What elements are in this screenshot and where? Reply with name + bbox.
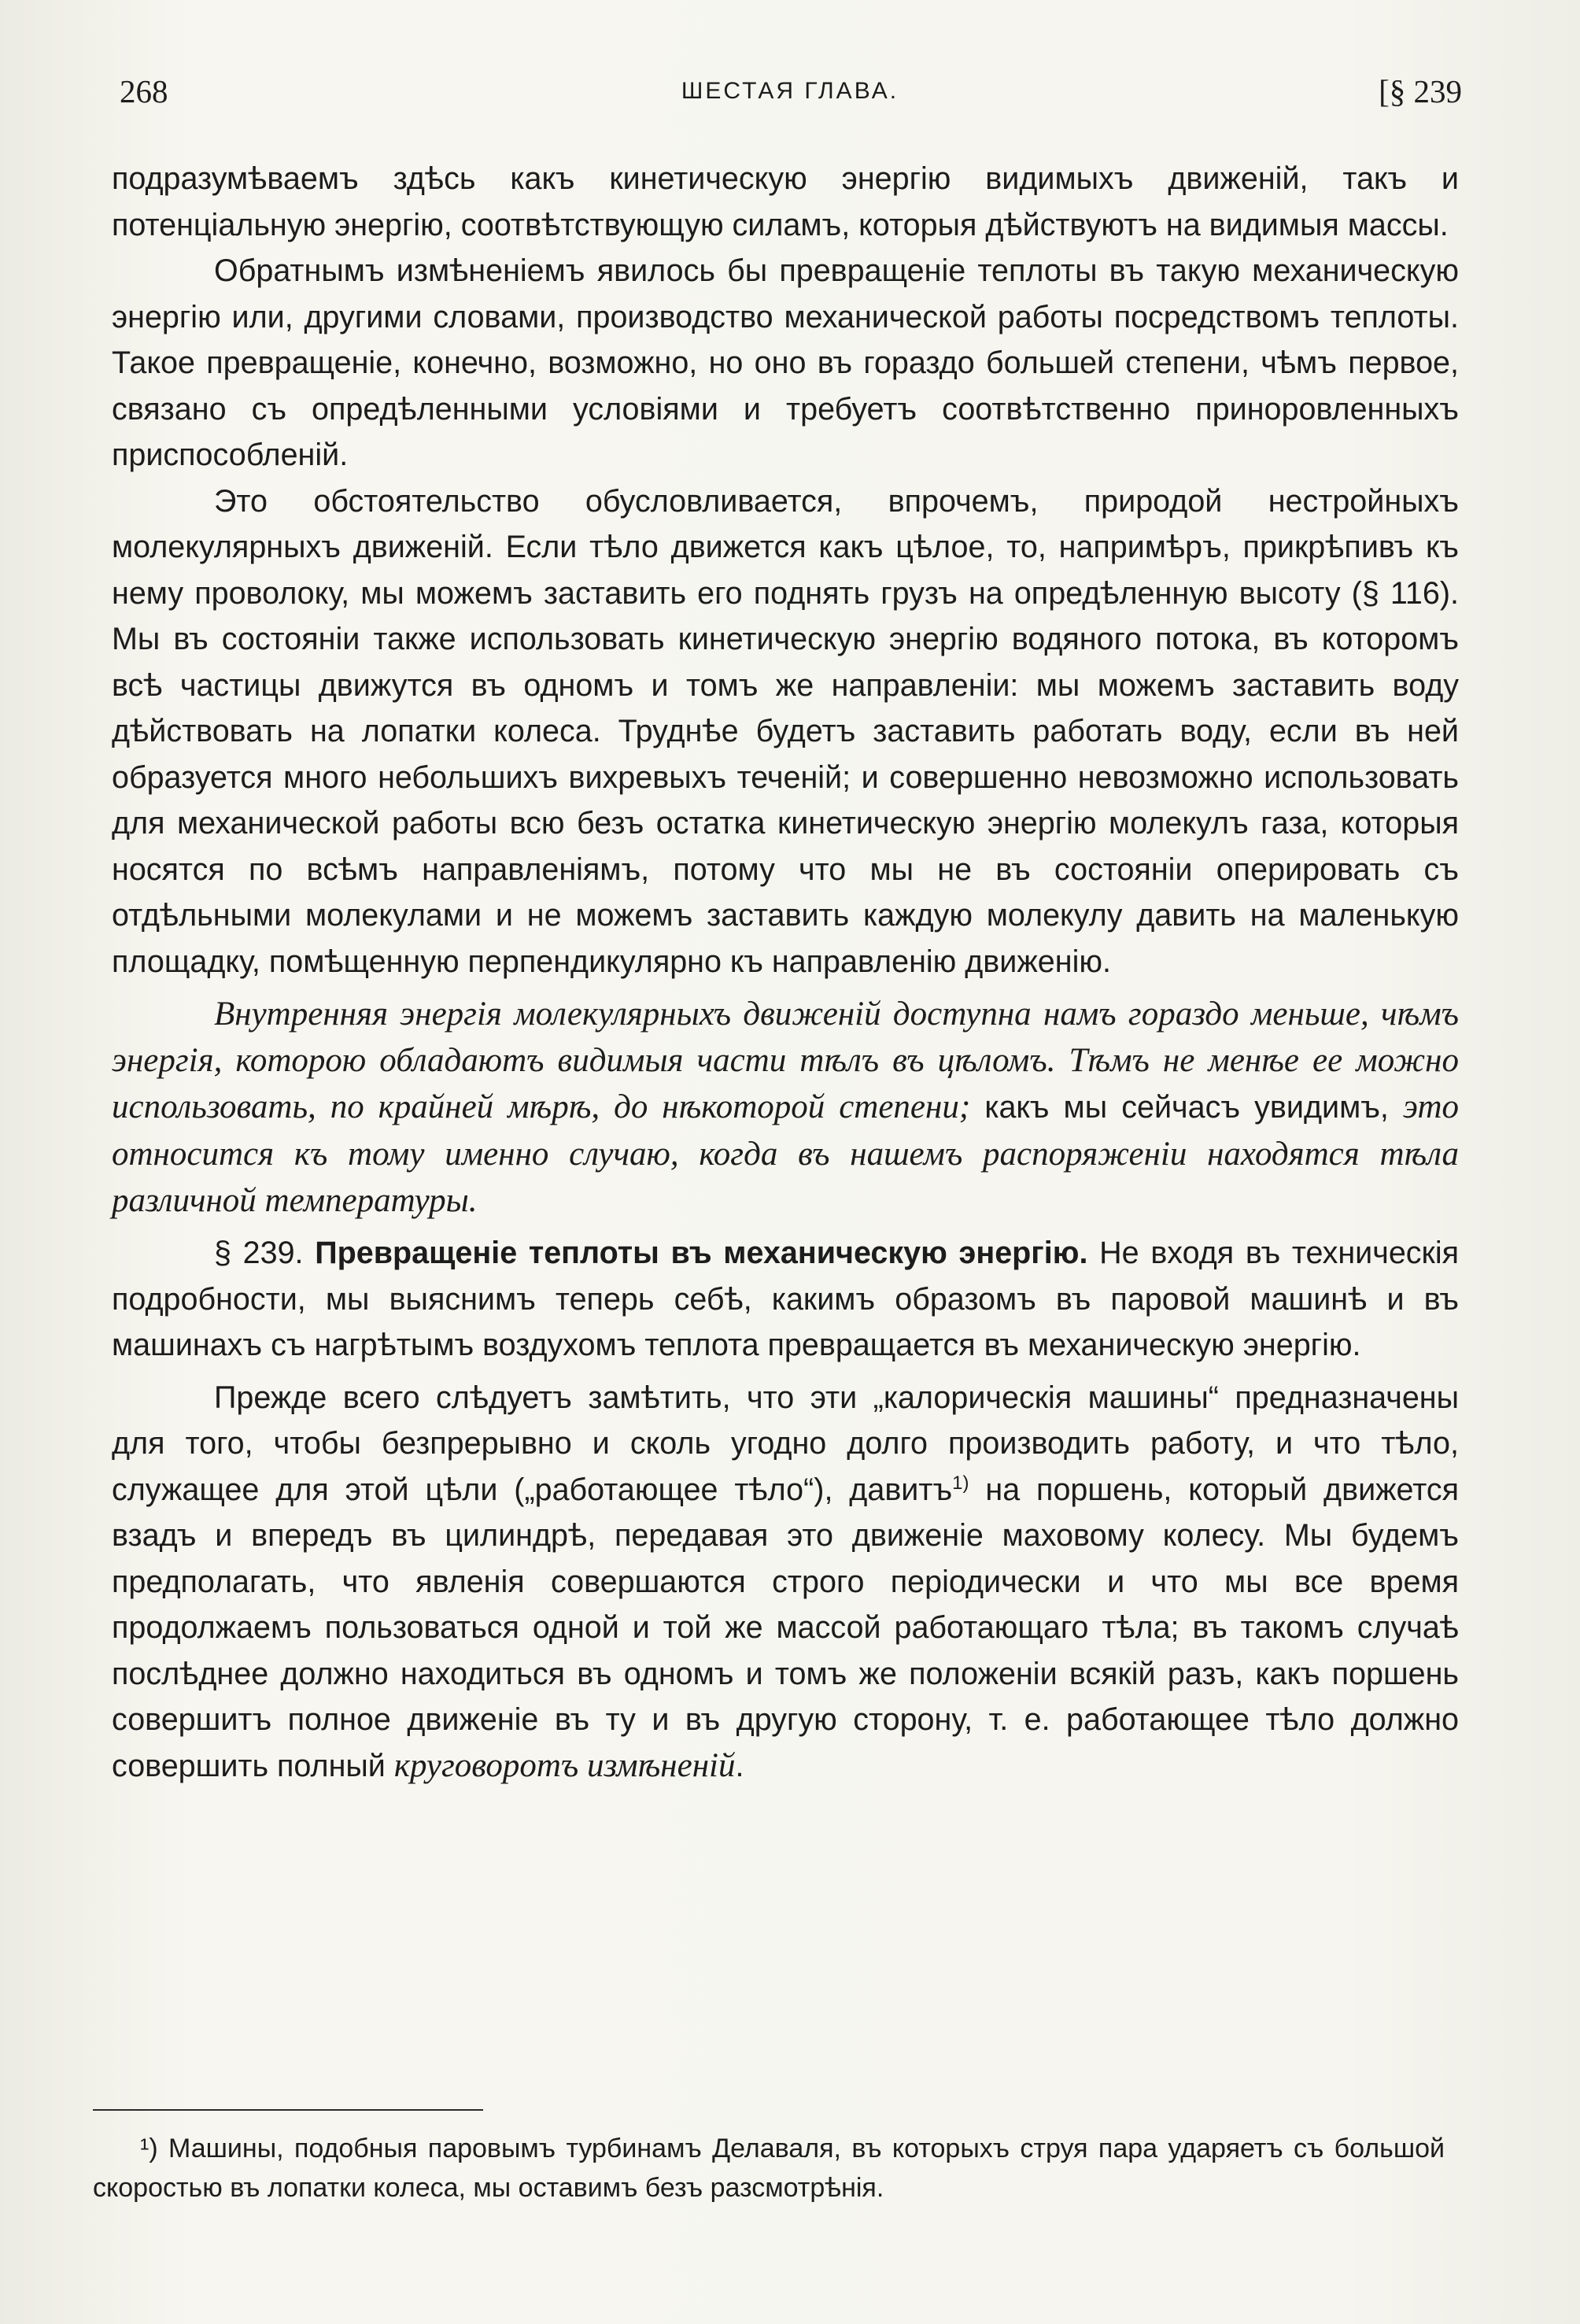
running-title: ШЕСТАЯ ГЛАВА. — [681, 78, 899, 104]
upright-text: какъ мы сейчасъ увидимъ, — [970, 1090, 1404, 1125]
footnote-mark: ¹) — [140, 2134, 158, 2163]
page-header — [118, 68, 1462, 115]
italic-text: это относится къ тому именно случаю, когда въ нашемъ распоряженіи находятся тѣла различной температуры. — [112, 1088, 1459, 1219]
page-number: 268 — [120, 73, 168, 109]
footnote-text: Машины, подобныя паровымъ турбинамъ Делаваля, въ которыхъ струя пара ударяетъ съ большой скоростью въ лопатки колеса, мы оставимъ безъ разсмотрѣнія. — [93, 2134, 1445, 2203]
paragraph-continued: подразумѣваемъ здѣсь какъ кинетическую энергію видимыхъ движеній, такъ и потенціальную энергію, соотвѣтствующую силамъ, которыя дѣйствуютъ на видимыя массы. — [112, 161, 1459, 242]
section-heading: Превращеніе теплоты въ механическую энергію. — [315, 1236, 1088, 1270]
paragraph-caloric-machines — [112, 1375, 1459, 1790]
paragraph-internal-energy — [112, 991, 1459, 1224]
footnote-divider — [93, 2109, 483, 2111]
paragraph-text: Прежде всего слѣдуетъ замѣтить, что эти „калорическія машины“ предназначены для того, чтобы безпрерывно и сколь угодно долго производить работу, и что тѣло, служащее для этой цѣли („работающее тѣло“), давитъ — [112, 1380, 1459, 1507]
italic-text: Внутренняя энергія молекулярныхъ движеній доступна намъ гораздо меньше, чѣмъ энергія, которою обладаютъ видимыя части тѣлъ въ цѣломъ. Тѣмъ не менѣе ее можно использовать, по крайней мѣрѣ, до нѣкоторой степени; — [112, 996, 1459, 1125]
footnote — [93, 2129, 1445, 2208]
section-reference: [§ 239 — [1379, 73, 1462, 109]
section-number: § 239. — [214, 1236, 304, 1270]
paragraph-text: Не входя въ техническія подробности, мы выяснимъ теперь себѣ, какимъ образомъ въ паровой машинѣ и въ машинахъ съ нагрѣтымъ воздухомъ теплота превращается въ механическую энергію. — [112, 1236, 1459, 1362]
paragraph-text: на поршень, который движется взадъ и впередъ въ цилиндрѣ, передавая это движеніе маховому колесу. Мы будемъ предполагать, что явленія совершаются строго періодически и что мы все время продолжаемъ пользоваться одной и той же массой работающаго тѣла; въ такомъ случаѣ послѣднее должно находиться въ одномъ и томъ же положеніи всякій разъ, какъ поршень совершитъ полное движеніе въ ту и въ другую сторону, т. е. работающее тѣло должно совершить полный — [112, 1472, 1459, 1783]
paragraph-reverse-transformation: Обратнымъ измѣненіемъ явилось бы превращеніе теплоты въ такую механическую энергію или, другими словами, производство механической работы посредствомъ теплоты. Такое превращеніе, конечно, возможно, но оно въ гораздо большей степени, чѣмъ первое, связано съ опредѣленными условіями и требуетъ соотвѣтственно приноровленныхъ приспособленій. — [112, 253, 1459, 472]
page-body — [112, 156, 1459, 1789]
paragraph-section-239 — [112, 1230, 1459, 1369]
emphasized-term: круговоротъ измѣненій — [393, 1746, 736, 1784]
paragraph-end: . — [735, 1748, 744, 1783]
footnote-reference[interactable]: 1) — [952, 1472, 969, 1494]
paragraph-molecular-motion: Это обстоятельство обусловливается, впрочемъ, природой нестройныхъ молекулярныхъ движеній. Если тѣло движется какъ цѣлое, то, напримѣръ, прикрѣпивъ къ нему проволоку, мы можемъ заставить его поднять грузъ на опредѣленную высоту (§ 116). Мы въ состояніи также использовать кинетическую энергію водяного потока, въ которомъ всѣ частицы движутся въ одномъ и томъ же направленіи: мы можемъ заставить воду дѣйствовать на лопатки колеса. Труднѣе будетъ заставить работать воду, если въ ней образуется много небольшихъ вихревыхъ теченій; и совершенно невозможно использовать для механической работы всю безъ остатка кинетическую энергію молекулъ газа, которыя носятся по всѣмъ направленіямъ, потому что мы не въ состояніи оперировать съ отдѣльными молекулами и не можемъ заставить каждую молекулу давить на маленькую площадку, помѣщенную перпендикулярно къ направленію движенію. — [112, 483, 1459, 979]
